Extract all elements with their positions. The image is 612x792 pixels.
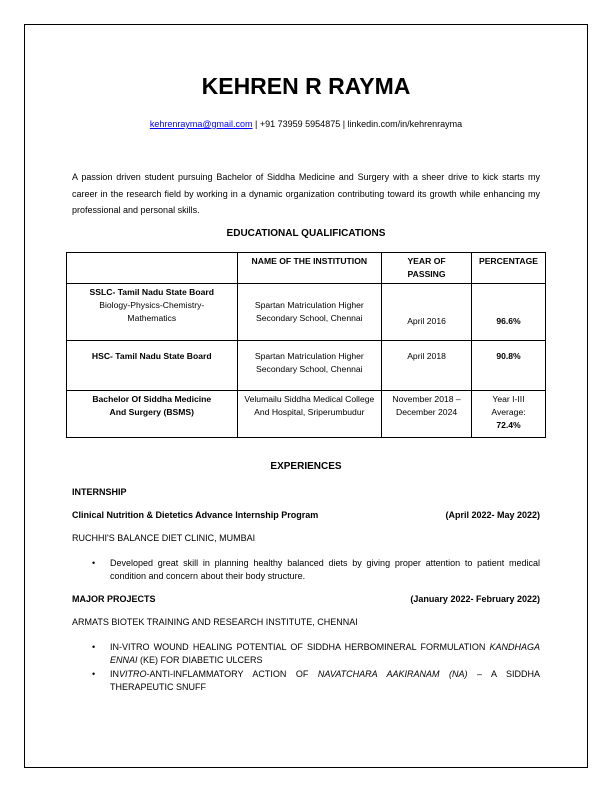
year: April 2018 <box>382 341 472 391</box>
projects-heading: MAJOR PROJECTS <box>72 594 156 604</box>
percentage-label: Year I-III Average: <box>491 394 526 417</box>
separator: | <box>340 119 348 129</box>
candidate-name: KEHREN R RAYMA <box>201 73 411 99</box>
institution: Spartan Matriculation Higher Secondary School, Chennai <box>237 341 382 391</box>
internship-heading: INTERNSHIP <box>72 487 127 497</box>
bullet-text: – A SIDDHA THERAPEUTIC SNUFF <box>110 669 540 692</box>
bullet-text: -ANTI-INFLAMMATORY ACTION OF <box>146 669 318 679</box>
institution: Spartan Matriculation Higher Secondary School, Chennai <box>237 284 382 341</box>
list-item <box>92 668 540 694</box>
bullet-italic: VITRO <box>119 669 147 679</box>
bullet-text: IN-VITRO WOUND HEALING POTENTIAL OF SIDDHA HERBOMINERAL FORMULATION <box>110 642 490 652</box>
list-item <box>92 557 540 583</box>
bullet-icon: • <box>92 642 96 652</box>
linkedin: linkedin.com/in/kehrenrayma <box>347 119 463 129</box>
experiences-heading: EXPERIENCES <box>270 461 342 472</box>
year: April 2016 <box>382 284 472 341</box>
bullet-text: Developed great skill in planning healthy balanced diets by giving proper attention to patient medical condition and concern about their body structure. <box>110 558 540 581</box>
projects-dates: (January 2022- February 2022) <box>410 594 540 604</box>
projects-org: ARMATS BIOTEK TRAINING AND RESEARCH INSTITUTE, CHENNAI <box>72 617 358 627</box>
bullet-italic: KANDHAGA ENNAI <box>110 642 540 665</box>
year: November 2018 – December 2024 <box>382 391 472 438</box>
internship-dates: (April 2022- May 2022) <box>445 510 540 520</box>
contact-line <box>0 119 612 129</box>
education-heading: EDUCATIONAL QUALIFICATIONS <box>226 228 386 239</box>
header-cell: YEAR OF PASSING <box>382 253 472 284</box>
course-subjects: Biology-Physics-Chemistry-Mathematics <box>99 300 205 323</box>
header-cell: PERCENTAGE <box>472 253 546 284</box>
percentage: 96.6% <box>472 284 546 341</box>
course: Bachelor Of Siddha Medicine And Surgery (BSMS) <box>67 391 238 438</box>
percentage: 90.8% <box>472 341 546 391</box>
course: HSC- Tamil Nadu State Board <box>67 341 238 391</box>
summary: A passion driven student pursuing Bachelor of Siddha Medicine and Surgery with a sheer drive to kick starts my career in the research field by working in a dynamic organization contributing toward its growth while enhancing my professional and personal skills. <box>72 172 540 215</box>
list-item <box>92 641 540 667</box>
bullet-icon: • <box>92 558 96 568</box>
table-row <box>67 284 546 341</box>
header-cell: NAME OF THE INSTITUTION <box>237 253 382 284</box>
separator: | <box>252 119 260 129</box>
internship-title: Clinical Nutrition & Dietetics Advance Internship Program <box>72 510 319 520</box>
table-row <box>67 341 546 391</box>
bullet-text: (KE) FOR DIABETIC ULCERS <box>137 655 263 665</box>
education-table <box>66 252 546 438</box>
header-cell <box>67 253 238 284</box>
email-link[interactable]: kehrenrayma@gmail.com <box>149 119 253 129</box>
table-row <box>67 391 546 438</box>
course: SSLC- Tamil Nadu State Board <box>89 287 214 297</box>
percentage: 72.4% <box>496 420 521 430</box>
percentage-cell <box>472 391 546 438</box>
table-header <box>67 253 546 284</box>
phone: +91 73959 5954875 <box>259 119 341 129</box>
internship-org: RUCHHI'S BALANCE DIET CLINIC, MUMBAI <box>72 533 256 543</box>
course-cell <box>67 284 238 341</box>
bullet-icon: • <box>92 669 96 679</box>
institution: Velumailu Siddha Medical College And Hospital, Sriperumbudur <box>237 391 382 438</box>
bullet-text: IN <box>110 669 119 679</box>
bullet-italic: NAVATCHARA AAKIRANAM (NA) <box>317 669 468 679</box>
